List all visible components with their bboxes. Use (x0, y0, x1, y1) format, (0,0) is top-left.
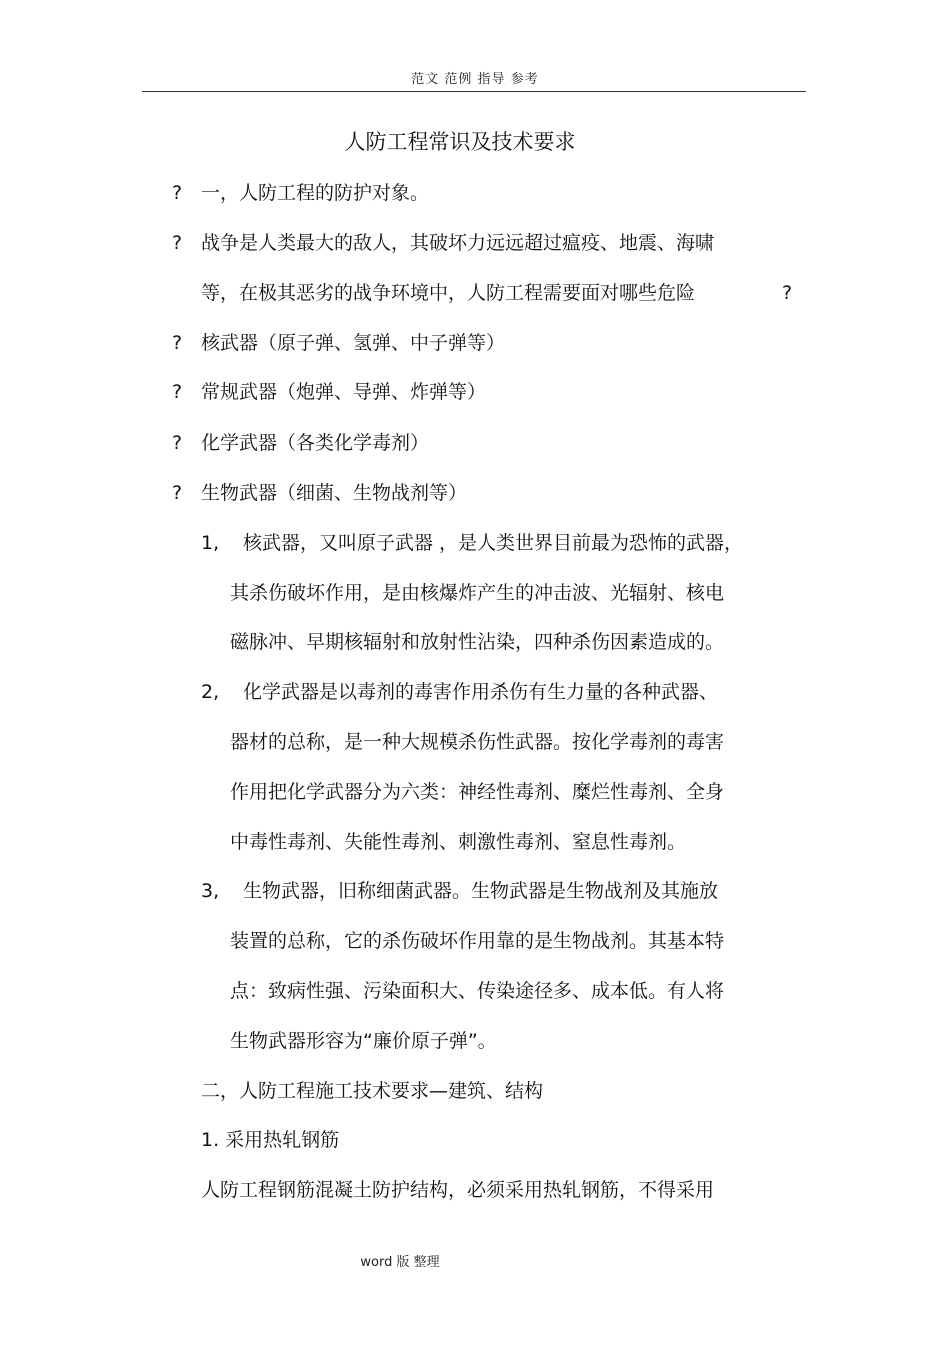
trailing-question-mark: ? (782, 282, 793, 304)
page-header: 范文 范例 指导 参考 (411, 72, 539, 87)
bullet-text: 一，人防工程的防护对象。 (201, 182, 430, 204)
bullet-mark: ? (172, 482, 183, 504)
bullet-text: 常规武器（炮弹、导弹、炸弹等） (201, 381, 487, 403)
header-rule (142, 91, 806, 92)
bullet-mark: ? (172, 432, 183, 454)
item-text-line: 作用把化学武器分为六类：神经性毒剂、糜烂性毒剂、全身 (230, 781, 725, 803)
body-paragraph: 人防工程钢筋混凝土防护结构，必须采用热轧钢筋，不得采用 (201, 1179, 715, 1201)
item-text-line: 核武器，又叫原子武器 ，是人类世界目前最为恐怖的武器， (243, 532, 744, 554)
bullet-text: 战争是人类最大的敌人，其破坏力远远超过瘟疫、地震、海啸 (201, 232, 715, 254)
item-number: 3, (201, 880, 220, 902)
bullet-mark: ? (172, 182, 183, 204)
bullet-mark: ? (172, 332, 183, 354)
bullet-text: 核武器（原子弹、氢弹、中子弹等） (201, 332, 506, 354)
subsection-heading: 1. 采用热轧钢筋 (201, 1129, 340, 1151)
page-footer: word 版 整理 (360, 1255, 440, 1270)
document-title: 人防工程常识及技术要求 (344, 130, 576, 154)
item-number: 1, (201, 532, 220, 554)
item-text-line: 点：致病性强、污染面积大、传染途径多、成本低。有人将 (230, 980, 725, 1002)
section-heading: 二，人防工程施工技术要求—建筑、结构 (201, 1080, 544, 1102)
bullet-text-continuation: 等，在极其恶劣的战争环境中，人防工程需要面对哪些危险 (201, 282, 696, 304)
bullet-text: 化学武器（各类化学毒剂） (201, 432, 430, 454)
item-text-line: 器材的总称，是一种大规模杀伤性武器。按化学毒剂的毒害 (230, 731, 725, 753)
bullet-mark: ? (172, 232, 183, 254)
item-text-line: 装置的总称，它的杀伤破坏作用靠的是生物战剂。其基本特 (230, 930, 725, 952)
item-text-line: 其杀伤破坏作用，是由核爆炸产生的冲击波、光辐射、核电 (230, 582, 725, 604)
bullet-text: 生物武器（细菌、生物战剂等） (201, 482, 468, 504)
bullet-mark: ? (172, 381, 183, 403)
item-text-line: 生物武器形容为“廉价原子弹”。 (230, 1030, 497, 1052)
item-text-line: 化学武器是以毒剂的毒害作用杀伤有生力量的各种武器、 (243, 681, 719, 703)
item-text-line: 磁脉冲、早期核辐射和放射性沾染，四种杀伤因素造成的。 (230, 631, 725, 653)
item-number: 2, (201, 681, 220, 703)
item-text-line: 生物武器，旧称细菌武器。生物武器是生物战剂及其施放 (243, 880, 719, 902)
item-text-line: 中毒性毒剂、失能性毒剂、刺激性毒剂、窒息性毒剂。 (230, 831, 687, 853)
